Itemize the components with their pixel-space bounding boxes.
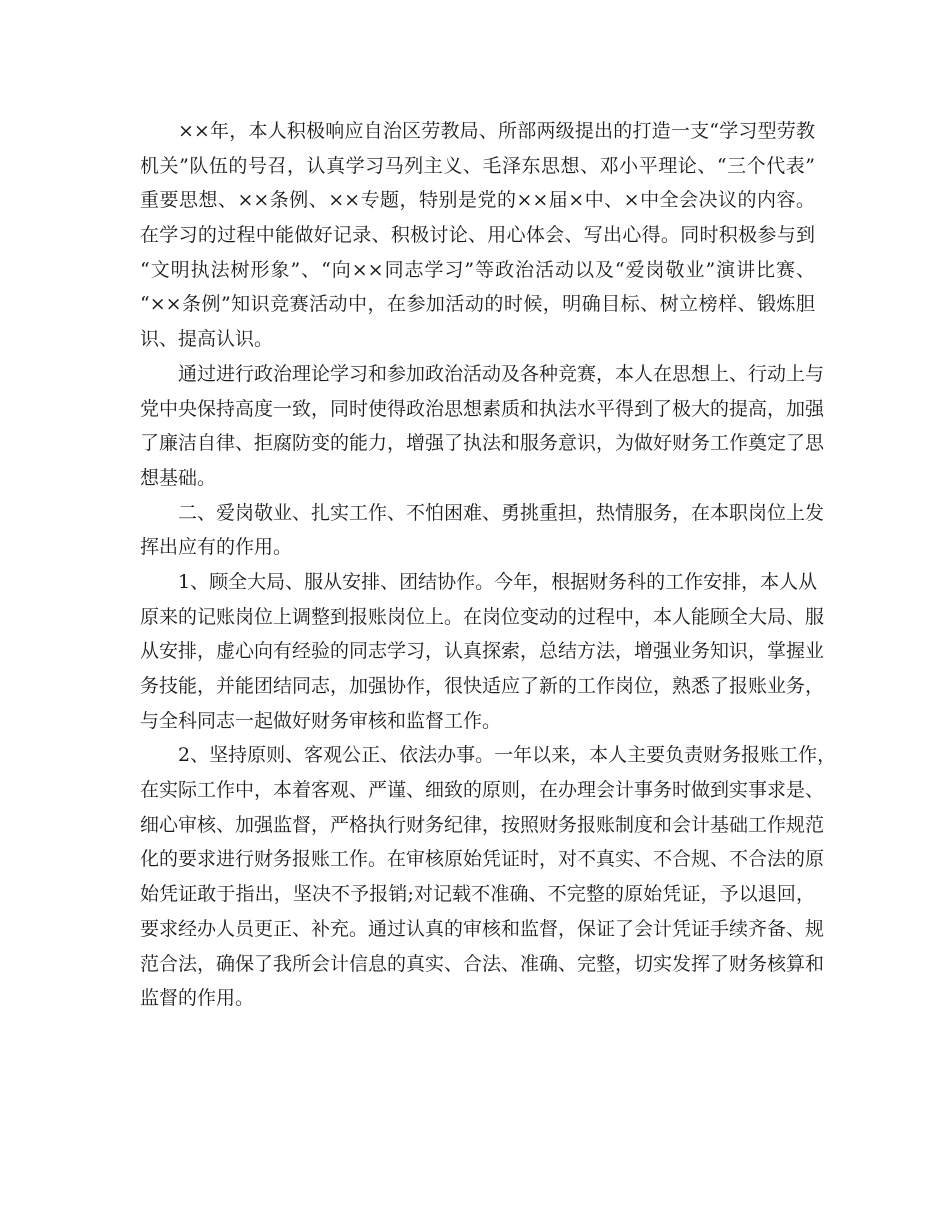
paragraph-line: 监督的作用。 (140, 987, 255, 1010)
paragraph-line: 挥出应有的作用。 (140, 536, 293, 559)
paragraph-line: 识、提高认识。 (140, 328, 274, 351)
paragraph-line: 1、顾全大局、服从安排、团结协作。今年，根据财务科的工作安排，本人从 (178, 570, 818, 593)
paragraph-line: 原来的记账岗位上调整到报账岗位上。在岗位变动的过程中，本人能顾全大局、服 (140, 605, 825, 628)
paragraph-line: 在实际工作中，本着客观、严谨、细致的原则，在办理会计事务时做到实事求是、 (140, 779, 825, 802)
paragraph-line: 务技能，并能团结同志，加强协作，很快适应了新的工作岗位，熟悉了报账业务， (140, 675, 825, 697)
paragraph-line: 2、坚持原则、客观公正、依法办事。一年以来，本人主要负责财务报账工作， (178, 744, 837, 767)
paragraph-line: “文明执法树形象”、“向××同志学习”等政治活动以及“爱岗敬业”演讲比赛、 (140, 258, 815, 281)
paragraph-point-two (140, 738, 837, 1016)
paragraph-line: ××年，本人积极响应自治区劳教局、所部两级提出的打造一支“学习型劳教 (178, 120, 815, 142)
paragraph-line: 始凭证敢于指出，坚决不予报销;对记载不准确、不完整的原始凭证，予以退回， (140, 883, 815, 906)
paragraph-line: 从安排，虚心向有经验的同志学习，认真探索，总结方法，增强业务知识，掌握业 (140, 640, 825, 663)
paragraph-line: 重要思想、××条例、××专题，特别是党的××届×中、×中全会决议的内容。 (140, 189, 815, 212)
paragraph-line: 与全科同志一起做好财务审核和监督工作。 (140, 709, 502, 732)
paragraph-line: 要求经办人员更正、补充。通过认真的审核和监督，保证了会计凭证手续齐备、规 (140, 917, 825, 940)
paragraph-line: 范合法，确保了我所会计信息的真实、合法、准确、完整，切实发挥了财务核算和 (140, 952, 825, 975)
paragraph-line: 细心审核、加强监督，严格执行财务纪律，按照财务报账制度和会计基础工作规范 (140, 813, 825, 836)
paragraph-line: 党中央保持高度一致，同时使得政治思想素质和执法水平得到了极大的提高，加强 (140, 397, 825, 420)
paragraph-point-one (140, 565, 825, 738)
document-body (140, 114, 837, 1016)
paragraph-line: 了廉洁自律、拒腐防变的能力，增强了执法和服务意识，为做好财务工作奠定了思 (140, 432, 825, 455)
paragraph-line: 想基础。 (140, 466, 217, 489)
section-heading-two (140, 496, 825, 565)
paragraph-line: 通过进行政治理论学习和参加政治活动及各种竞赛，本人在思想上、行动上与 (178, 362, 825, 385)
paragraph-line: 在学习的过程中能做好记录、积极讨论、用心体会、写出心得。同时积极参与到 (140, 224, 815, 247)
paragraph-line: “××条例”知识竞赛活动中，在参加活动的时候，明确目标、树立榜样、锻炼胆 (140, 293, 815, 316)
paragraph-study (140, 114, 815, 357)
paragraph-line: 二、爱岗敬业、扎实工作、不怕困难、勇挑重担，热情服务，在本职岗位上发 (178, 501, 825, 524)
paragraph-political-theory (140, 357, 825, 496)
paragraph-line: 化的要求进行财务报账工作。在审核原始凭证时，对不真实、不合规、不合法的原 (140, 848, 825, 871)
paragraph-line: 机关”队伍的号召，认真学习马列主义、毛泽东思想、邓小平理论、“三个代表” (140, 154, 815, 177)
